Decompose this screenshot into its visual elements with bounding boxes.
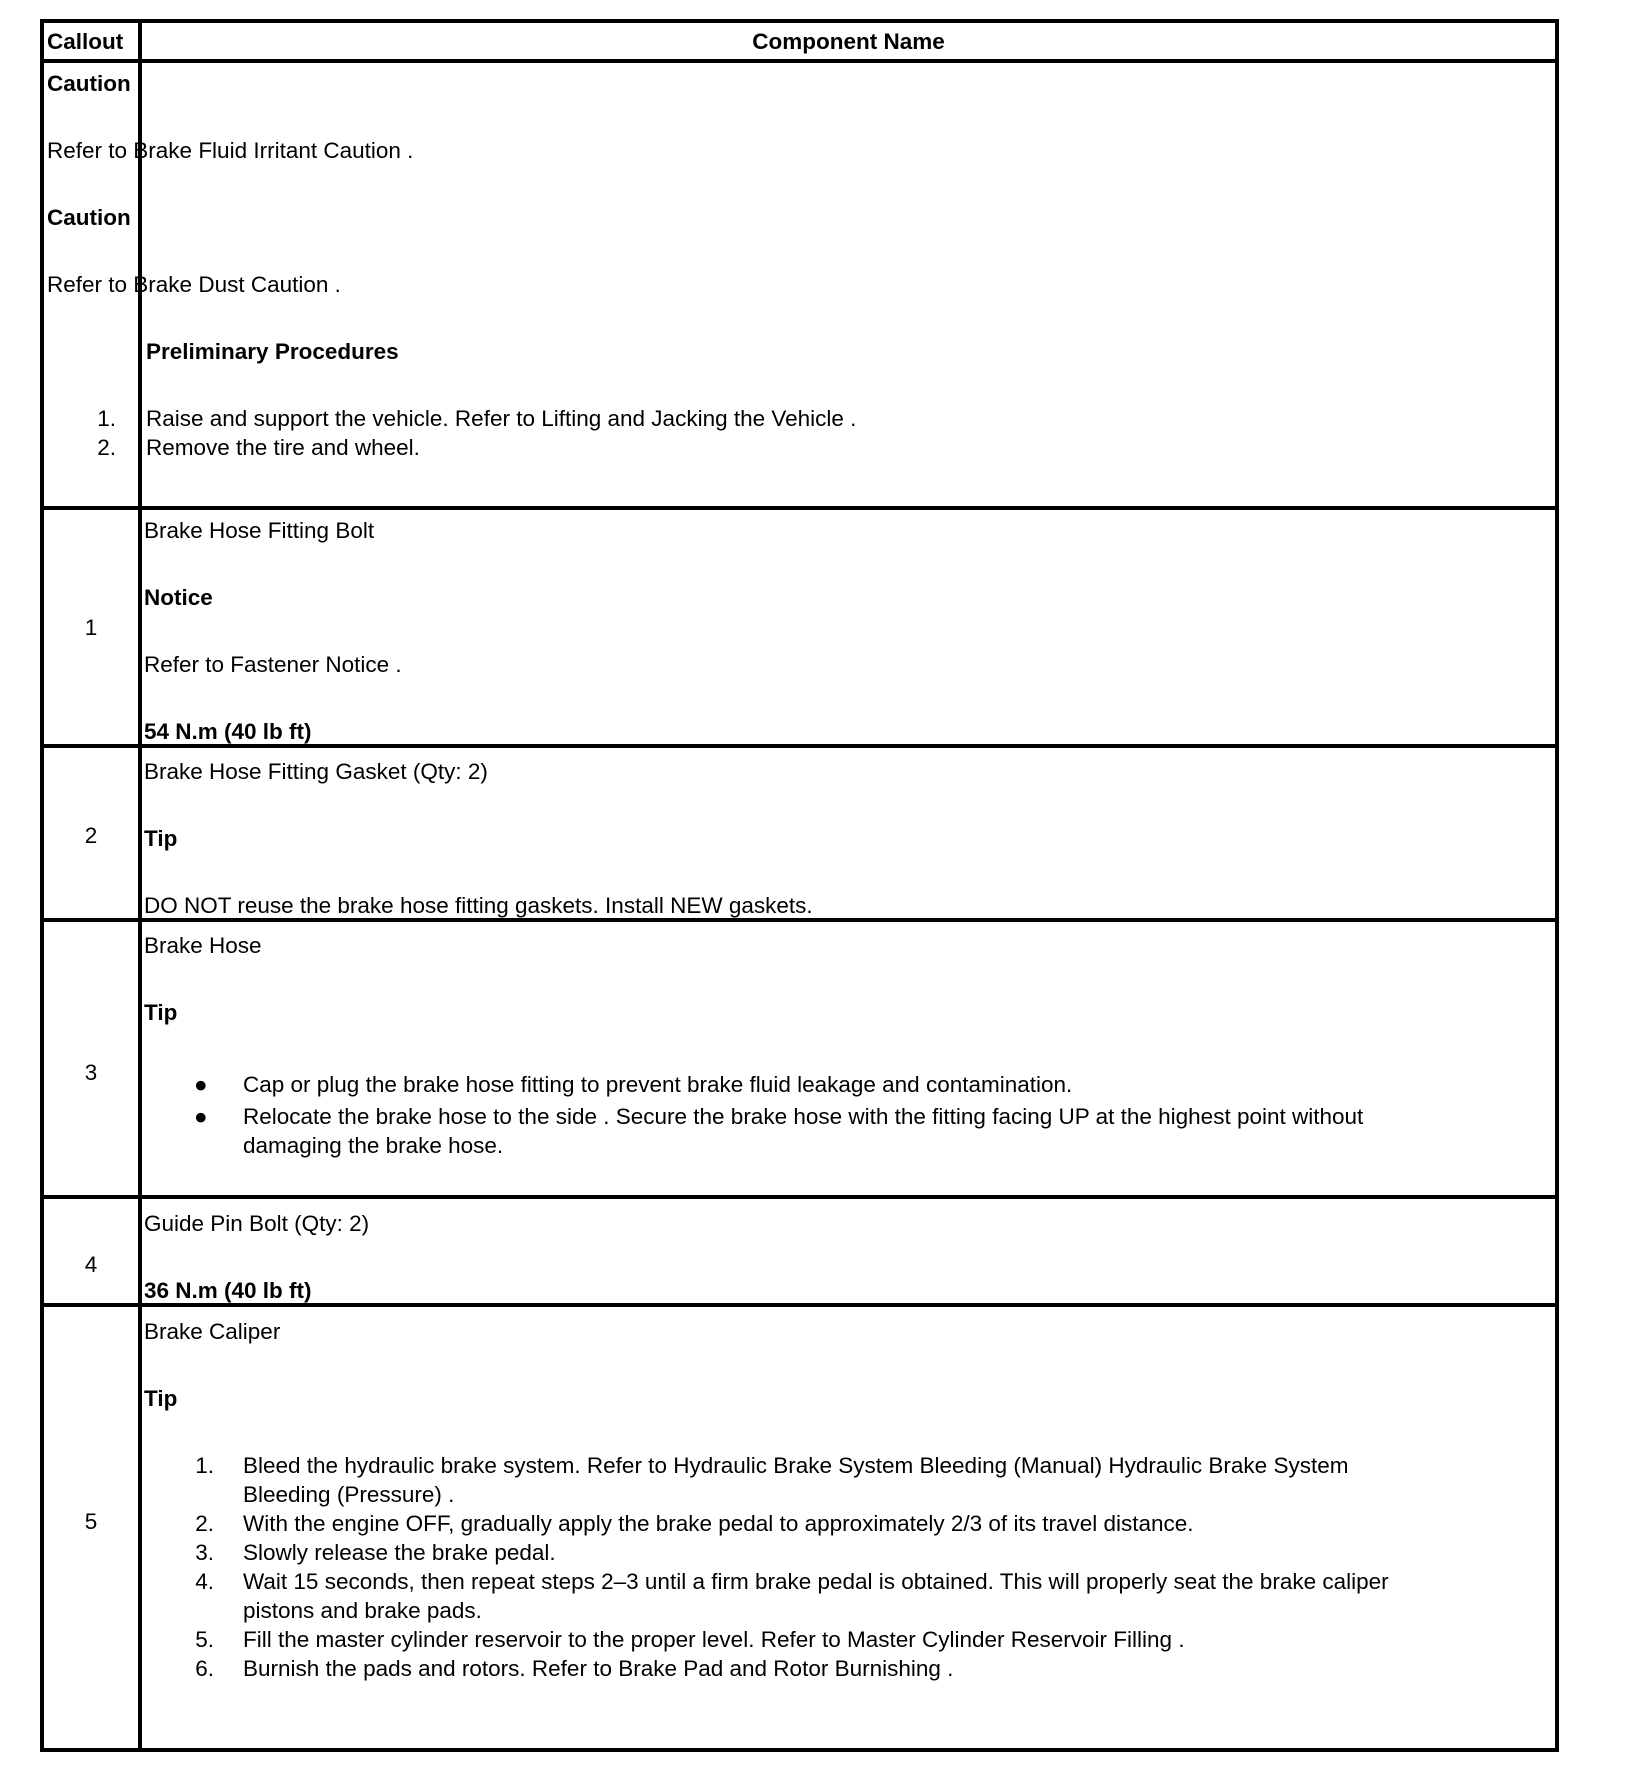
tip-title: Tip: [144, 1000, 178, 1025]
step-number: 1.: [97, 406, 116, 431]
notice-text: Refer to Fastener Notice .: [144, 652, 402, 677]
step-number: 6.: [195, 1656, 214, 1681]
component-name-header: Component Name: [752, 29, 945, 54]
callout-header: Callout: [47, 29, 124, 54]
component-name: Brake Caliper: [144, 1319, 281, 1344]
step-number: 4.: [195, 1569, 214, 1594]
caution-title: Caution: [47, 71, 131, 96]
step-number: 2.: [195, 1511, 214, 1536]
torque-spec: 54 N.m (40 lb ft): [144, 719, 312, 744]
tip-text: DO NOT reuse the brake hose fitting gaskets. Install NEW gaskets.: [144, 893, 813, 918]
step-text: Burnish the pads and rotors. Refer to Brake Pad and Rotor Burnishing .: [243, 1656, 954, 1681]
step-text: Slowly release the brake pedal.: [243, 1540, 556, 1565]
caution-title: Caution: [47, 205, 131, 230]
callout-number: 5: [84, 1509, 98, 1534]
notice-title: Notice: [144, 585, 213, 610]
callout-number: 4: [84, 1252, 98, 1277]
row-divider: [44, 744, 1555, 748]
callout-number: 1: [84, 615, 98, 640]
bullet-icon: ●: [194, 1104, 208, 1129]
step-text: Wait 15 seconds, then repeat steps 2–3 until a firm brake pedal is obtained. This will properly seat the brake caliper: [243, 1569, 1389, 1594]
bullet-text: Cap or plug the brake hose fitting to prevent brake fluid leakage and contamination.: [243, 1072, 1073, 1097]
component-name: Brake Hose Fitting Bolt: [144, 518, 375, 543]
row-divider: [44, 1195, 1555, 1199]
component-name: Brake Hose: [144, 933, 262, 958]
component-name: Brake Hose Fitting Gasket (Qty: 2): [144, 759, 488, 784]
step-text: Fill the master cylinder reservoir to the proper level. Refer to Master Cylinder Reservoir Filling .: [243, 1627, 1185, 1652]
step-number: 2.: [97, 435, 116, 460]
step-text: Bleeding (Pressure) .: [243, 1482, 455, 1507]
step-number: 1.: [195, 1453, 214, 1478]
tip-title: Tip: [144, 826, 178, 851]
step-number: 5.: [195, 1627, 214, 1652]
step-number: 3.: [195, 1540, 214, 1565]
bullet-text: Relocate the brake hose to the side . Secure the brake hose with the fitting facing UP at the highest point without: [243, 1104, 1364, 1129]
component-name: Guide Pin Bolt (Qty: 2): [144, 1211, 370, 1236]
preliminary-title: Preliminary Procedures: [146, 339, 399, 364]
caution-text: Refer to Brake Dust Caution .: [47, 272, 341, 297]
row-divider: [44, 1303, 1555, 1307]
step-text: With the engine OFF, gradually apply the brake pedal to approximately 2/3 of its travel distance.: [243, 1511, 1194, 1536]
tip-title: Tip: [144, 1386, 178, 1411]
callout-number: 3: [84, 1060, 98, 1085]
caution-text: Refer to Brake Fluid Irritant Caution .: [47, 138, 414, 163]
step-text: pistons and brake pads.: [243, 1598, 482, 1623]
step-text: Remove the tire and wheel.: [146, 435, 420, 460]
callout-number: 2: [84, 823, 98, 848]
bullet-text: damaging the brake hose.: [243, 1133, 504, 1158]
row-divider: [44, 918, 1555, 922]
step-text: Bleed the hydraulic brake system. Refer to Hydraulic Brake System Bleeding (Manual) Hydraulic Brake System: [243, 1453, 1349, 1478]
row-divider: [44, 506, 1555, 510]
row-divider: [44, 59, 1555, 63]
torque-spec: 36 N.m (40 lb ft): [144, 1278, 312, 1303]
step-text: Raise and support the vehicle. Refer to Lifting and Jacking the Vehicle .: [146, 406, 857, 431]
component-table: [40, 19, 1559, 1752]
bullet-icon: ●: [194, 1072, 208, 1097]
